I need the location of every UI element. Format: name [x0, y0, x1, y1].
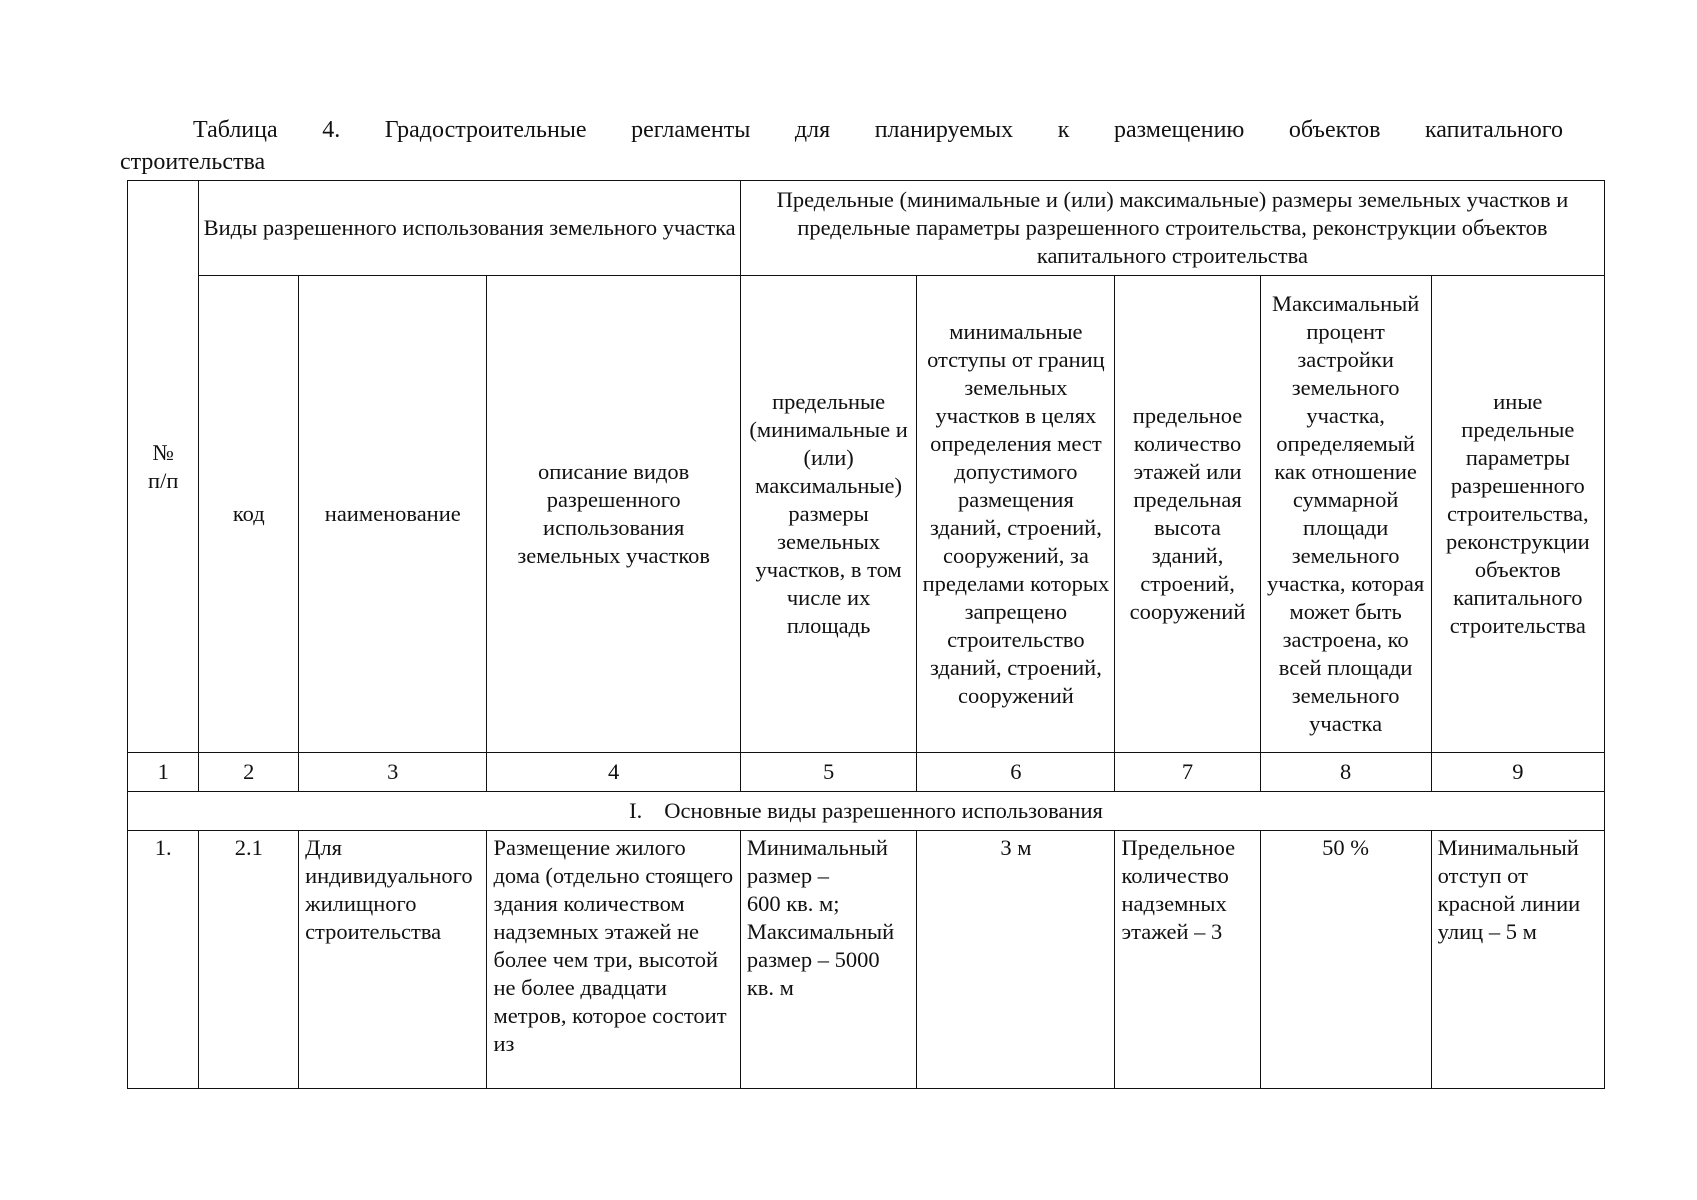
header-plot-size: предельные (минимальные и (или) максимальные) размеры земельных участков, в том числе их площадь	[740, 276, 916, 753]
row-plot-size: Минимальный размер – 600 кв. м; Максимальный размер – 5000 кв. м	[740, 831, 916, 1089]
header-coverage: Максимальный процент застройки земельного участка, определяемый как отношение суммарной площади земельного участка, которая может быть застроена, ко всей площади земельного участка	[1260, 276, 1431, 753]
row-setbacks: 3 м	[917, 831, 1115, 1089]
column-number: 9	[1431, 753, 1604, 792]
table-row	[128, 831, 1605, 1089]
row-name: Для индивидуального жилищного строительства	[299, 831, 487, 1089]
regulations-table	[127, 180, 1605, 1089]
caption-line-2: строительства	[120, 149, 266, 175]
row-coverage: 50 %	[1260, 831, 1431, 1089]
column-number: 4	[487, 753, 740, 792]
header-other: иные предельные параметры разрешенного строительства, реконструкции объектов капитального строительства	[1431, 276, 1604, 753]
row-number: 1.	[128, 831, 199, 1089]
table-caption	[120, 114, 1563, 178]
section-roman-numeral: I.	[629, 798, 643, 823]
header-permitted-uses: Виды разрешенного использования земельного участка	[199, 181, 740, 276]
column-number: 2	[199, 753, 299, 792]
section-title: Основные виды разрешенного использования	[664, 798, 1103, 823]
row-floors: Предельное количество надземных этажей – 3	[1115, 831, 1260, 1089]
header-description: описание видов разрешенного использования земельных участков	[487, 276, 740, 753]
section-row	[128, 792, 1605, 831]
header-code: код	[199, 276, 299, 753]
column-number-row	[128, 753, 1605, 792]
header-number: № п/п	[128, 181, 199, 753]
header-name: наименование	[299, 276, 487, 753]
row-code: 2.1	[199, 831, 299, 1089]
section-heading	[128, 792, 1605, 831]
column-number: 7	[1115, 753, 1260, 792]
column-number: 1	[128, 753, 199, 792]
header-floors: предельное количество этажей или предельная высота зданий, строений, сооружений	[1115, 276, 1260, 753]
column-number: 3	[299, 753, 487, 792]
column-number: 6	[917, 753, 1115, 792]
header-setbacks: минимальные отступы от границ земельных участков в целях определения мест допустимого размещения зданий, строений, сооружений, за пределами которых запрещено строительство зданий, строений, сооружений	[917, 276, 1115, 753]
header-group-row	[128, 181, 1605, 276]
row-other: Минимальный отступ от красной линии улиц – 5 м	[1431, 831, 1604, 1089]
header-limit-parameters: Предельные (минимальные и (или) максимальные) размеры земельных участков и предельные параметры разрешенного строительства, реконструкции объектов капитального строительства	[740, 181, 1604, 276]
column-number: 5	[740, 753, 916, 792]
column-number: 8	[1260, 753, 1431, 792]
header-subcolumns-row	[128, 276, 1605, 753]
caption-line-1: Таблица 4. Градостроительные регламенты для планируемых к размещению объектов капитального	[193, 117, 1563, 143]
row-description: Размещение жилого дома (отдельно стоящего здания количеством надземных этажей не более чем три, высотой не более двадцати метров, которое состоит из	[487, 831, 740, 1089]
